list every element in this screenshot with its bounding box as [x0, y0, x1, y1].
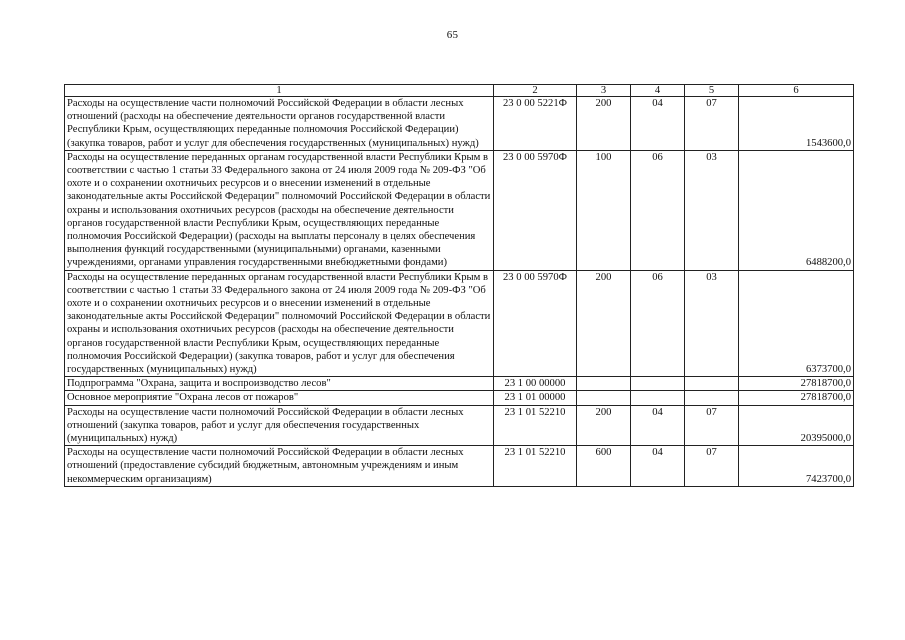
row-target-code: 23 1 00 00000 [494, 377, 577, 391]
table-header-row [65, 85, 854, 97]
row-amount: 7423700,0 [739, 446, 854, 487]
row-subsection: 07 [685, 97, 739, 151]
table-row [65, 97, 854, 151]
column-header: 6 [739, 85, 854, 97]
row-target-code: 23 0 00 5970Ф [494, 270, 577, 377]
column-header: 5 [685, 85, 739, 97]
table-row [65, 377, 854, 391]
row-subsection: 07 [685, 446, 739, 487]
row-expense-type: 600 [577, 446, 631, 487]
table-row [65, 150, 854, 270]
row-expense-type [577, 377, 631, 391]
column-header: 3 [577, 85, 631, 97]
row-description: Расходы на осуществление части полномочий Российской Федерации в области лесных отношений (расходы на обеспечение деятельности органов государственной власти Республики Крым, осуществляющих переданные полномочия Российской Федерации) (закупка товаров, работ и услуг для обеспечения государственных (муниципальных) нужд) [65, 97, 494, 151]
row-subsection: 07 [685, 405, 739, 446]
row-expense-type: 200 [577, 405, 631, 446]
row-section: 04 [631, 405, 685, 446]
table-row [65, 446, 854, 487]
row-section [631, 391, 685, 405]
row-amount: 27818700,0 [739, 391, 854, 405]
row-section: 06 [631, 270, 685, 377]
row-amount: 1543600,0 [739, 97, 854, 151]
row-description: Расходы на осуществление части полномочий Российской Федерации в области лесных отношений (предоставление субсидий бюджетным, автономным учреждениям и иным некоммерческим организациям) [65, 446, 494, 487]
row-subsection: 03 [685, 270, 739, 377]
column-header: 1 [65, 85, 494, 97]
row-amount: 6488200,0 [739, 150, 854, 270]
row-expense-type [577, 391, 631, 405]
row-section [631, 377, 685, 391]
row-target-code: 23 1 01 52210 [494, 405, 577, 446]
row-section: 06 [631, 150, 685, 270]
row-amount: 27818700,0 [739, 377, 854, 391]
row-target-code: 23 1 01 00000 [494, 391, 577, 405]
row-description: Подпрограмма "Охрана, защита и воспроизводство лесов" [65, 377, 494, 391]
row-subsection [685, 377, 739, 391]
row-expense-type: 100 [577, 150, 631, 270]
column-header: 2 [494, 85, 577, 97]
row-expense-type: 200 [577, 270, 631, 377]
row-subsection [685, 391, 739, 405]
row-target-code: 23 1 01 52210 [494, 446, 577, 487]
row-description: Расходы на осуществление части полномочий Российской Федерации в области лесных отношений (закупка товаров, работ и услуг для обеспечения государственных (муниципальных) нужд) [65, 405, 494, 446]
row-target-code: 23 0 00 5221Ф [494, 97, 577, 151]
row-expense-type: 200 [577, 97, 631, 151]
row-description: Основное мероприятие "Охрана лесов от пожаров" [65, 391, 494, 405]
row-subsection: 03 [685, 150, 739, 270]
row-target-code: 23 0 00 5970Ф [494, 150, 577, 270]
row-section: 04 [631, 446, 685, 487]
column-header: 4 [631, 85, 685, 97]
page-number: 65 [446, 29, 459, 41]
row-amount: 20395000,0 [739, 405, 854, 446]
row-description: Расходы на осуществление переданных органам государственной власти Республики Крым в соответствии с частью 1 статьи 33 Федерального закона от 24 июля 2009 года № 209-ФЗ "Об охоте и о сохранении охотничьих ресурсов и о внесении изменений в отдельные законодательные акты Российской Федерации" полномочий Российской Федерации в области охраны и использования охотничьих ресурсов (расходы на обеспечение деятельности органов государственной власти Республики Крым, осуществляющих переданные полномочия Российской Федерации) (закупка товаров, работ и услуг для обеспечения государственных (муниципальных) нужд) [65, 270, 494, 377]
budget-table [64, 84, 854, 487]
table-row [65, 391, 854, 405]
row-section: 04 [631, 97, 685, 151]
row-description: Расходы на осуществление переданных органам государственной власти Республики Крым в соответствии с частью 1 статьи 33 Федерального закона от 24 июля 2009 года № 209-ФЗ "Об охоте и о сохранении охотничьих ресурсов и о внесении изменений в отдельные законодательные акты Российской Федерации" полномочий Российской Федерации в области охраны и использования охотничьих ресурсов (расходы на обеспечение деятельности органов государственной власти Республики Крым, осуществляющих переданные полномочия Российской Федерации) (расходы на выплаты персоналу в целях обеспечения выполнения функций государственными (муниципальными) органами, казенными учреждениями, органами управления государственными внебюджетными фондами) [65, 150, 494, 270]
table-row [65, 270, 854, 377]
row-amount: 6373700,0 [739, 270, 854, 377]
table-row [65, 405, 854, 446]
